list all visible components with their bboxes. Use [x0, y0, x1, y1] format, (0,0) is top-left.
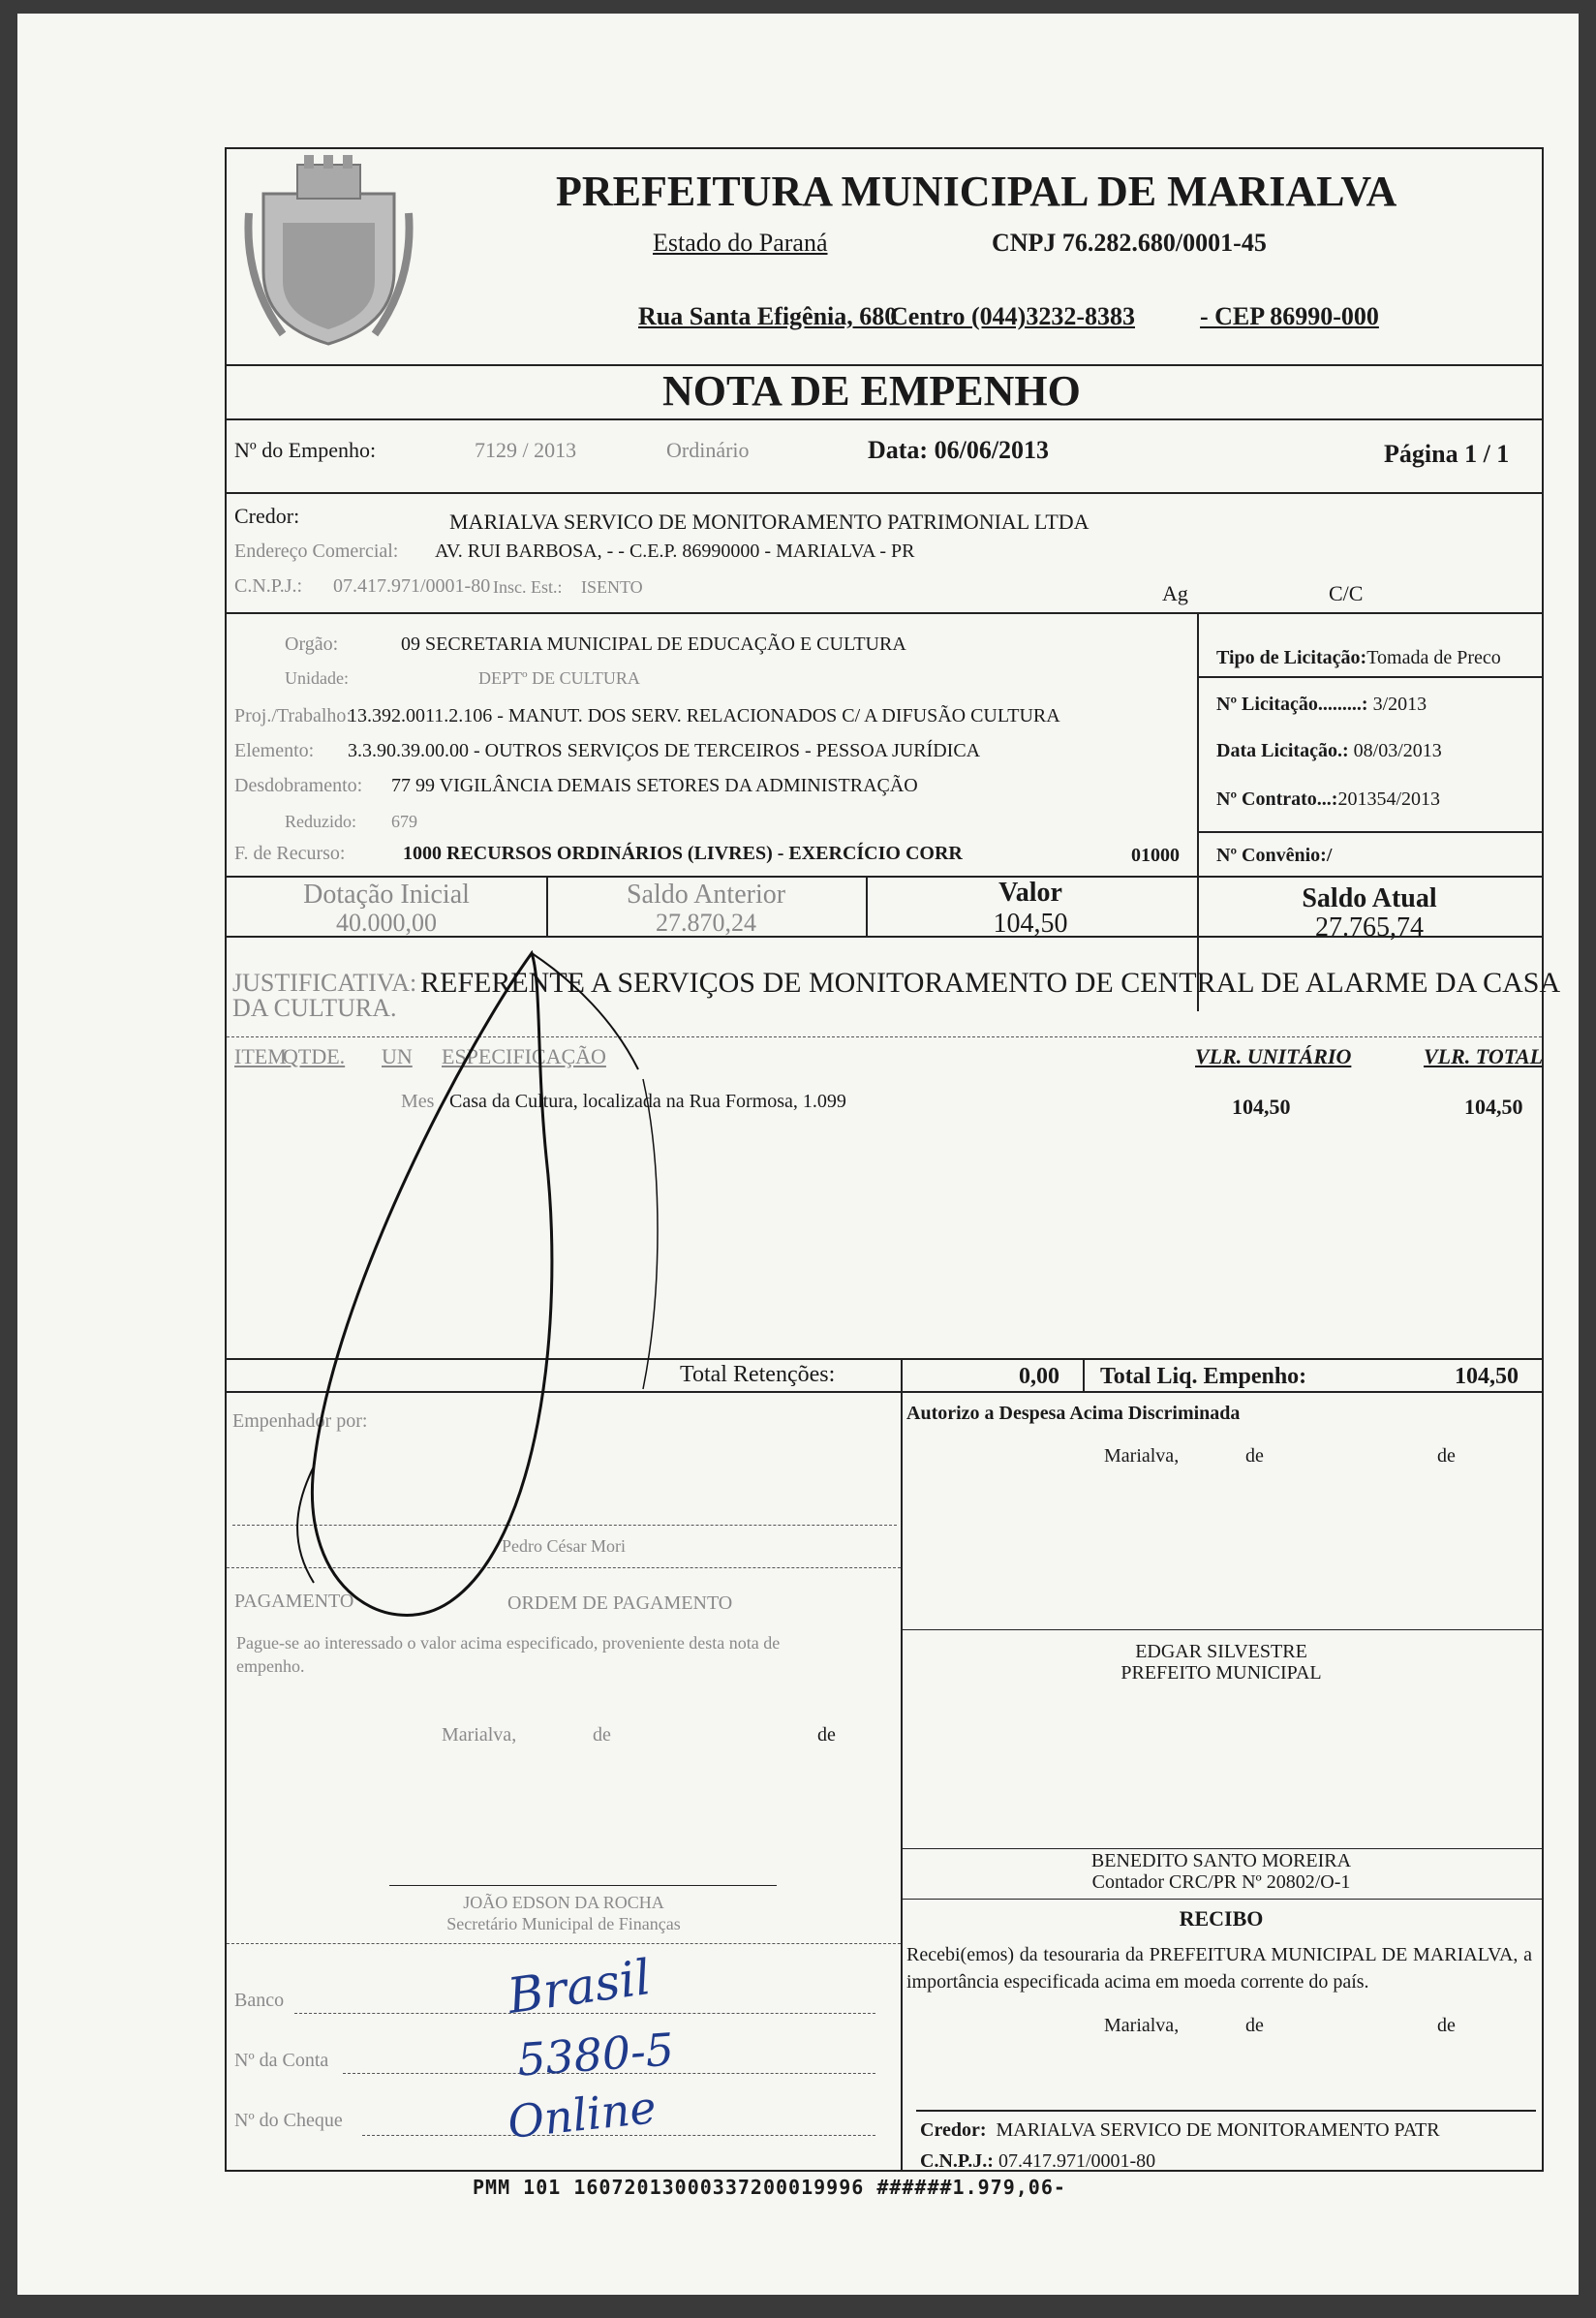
paper-sheet: [17, 14, 1579, 2295]
recibo-place: Marialva,: [1104, 2015, 1180, 2036]
ordem-pagamento-text: Pague-se ao interessado o valor acima especificado, proveniente desta nota de empenho.: [236, 1633, 781, 1676]
retencoes-value: 0,00: [1019, 1364, 1059, 1389]
liquido-label: Total Liq. Empenho:: [1100, 1364, 1307, 1389]
contador-name: BENEDITO SANTO MOREIRA: [1090, 1850, 1352, 1871]
handwritten-account: 5380-5: [515, 2023, 676, 2086]
cnpj-line: C.N.P.J.: 07.417.971/0001-80: [920, 2150, 1156, 2172]
desdobramento-label: Desdobramento:: [234, 775, 363, 796]
desdobramento-value: 77 99 VIGILÂNCIA DEMAIS SETORES DA ADMINISTRAÇÃO: [391, 775, 918, 796]
ordem-de2: de: [817, 1724, 836, 1746]
cheque-label: Nº do Cheque: [234, 2110, 343, 2131]
secretario-name: JOÃO EDSON DA ROCHA: [463, 1893, 664, 1912]
valor-label: Valor: [998, 878, 1062, 908]
licitacao-date: Data Licitação.: 08/03/2013: [1216, 740, 1442, 761]
creditor-insc-label: Insc. Est.:: [493, 577, 563, 597]
recibo-title: RECIBO: [1179, 1906, 1264, 1931]
signature-mark: [256, 924, 779, 1641]
item-total-value: 104,50: [1464, 1095, 1523, 1119]
autorizo-text: Autorizo a Despesa Acima Discriminada: [906, 1403, 1241, 1424]
secretario-role: Secretário Municipal de Finanças: [446, 1914, 681, 1933]
handwritten-cheque: Online: [505, 2081, 660, 2148]
state-name: Estado do Paraná: [653, 229, 828, 257]
prefecture-address: Rua Santa Efigênia, 680: [638, 302, 898, 330]
ordem-place: Marialva,: [442, 1724, 517, 1746]
reduzido-label: Reduzido:: [285, 812, 356, 831]
prefecture-cnpj: CNPJ 76.282.680/0001-45: [992, 229, 1267, 257]
items-col-spec: ESPECIFICAÇÃO: [442, 1044, 606, 1068]
creditor-address: AV. RUI BARBOSA, - - C.E.P. 86990000 - MARIALVA - PR: [435, 541, 915, 562]
document-title: NOTA DE EMPENHO: [662, 367, 1081, 415]
dotacao-value: 40.000,00: [336, 909, 437, 937]
elemento-label: Elemento:: [234, 740, 315, 761]
prefeito-role: PREFEITO MUNICIPAL: [1120, 1662, 1322, 1684]
creditor-name: MARIALVA SERVICO DE MONITORAMENTO PATRIMONIAL LTDA: [449, 510, 1090, 534]
footer-code: PMM 101 16072013000337200019996 ######1.979,06-: [473, 2176, 1066, 2199]
valor-value: 104,50: [993, 909, 1068, 939]
page-number: Página 1 / 1: [1384, 440, 1510, 468]
unidade-value: DEPTº DE CULTURA: [478, 668, 640, 688]
reduzido-value: 679: [391, 812, 417, 831]
liquido-value: 104,50: [1455, 1364, 1519, 1389]
prefecture-title: PREFEITURA MUNICIPAL DE MARIALVA: [556, 168, 1397, 215]
recibo-de2: de: [1437, 2015, 1456, 2036]
items-col-total: VLR. TOTAL: [1424, 1044, 1544, 1068]
orgao-value: 09 SECRETARIA MUNICIPAL DE EDUCAÇÃO E CULTURA: [401, 634, 906, 655]
saldo-atual-value: 27.765,74: [1315, 912, 1424, 943]
empenho-date: Data: 06/06/2013: [868, 436, 1050, 464]
item-description: Casa da Cultura, localizada na Rua Formosa, 1.099: [449, 1091, 846, 1112]
prefecture-cep: - CEP 86990-000: [1200, 302, 1379, 330]
empenho-number: 7129 / 2013: [475, 438, 577, 462]
autorizo-de1: de: [1245, 1445, 1264, 1467]
handwritten-bank: Brasil: [504, 1948, 655, 2025]
licitacao-type-label: Tipo de Licitação:Tomada de Preco: [1216, 647, 1501, 668]
empenhador-name: Pedro César Mori: [502, 1536, 626, 1556]
items-col-unit: UN: [382, 1044, 413, 1068]
items-col-item: ITEM: [234, 1044, 287, 1068]
credor-line: Credor: MARIALVA SERVICO DE MONITORAMENTO PATR: [920, 2119, 1440, 2141]
fonte-value: 1000 RECURSOS ORDINÁRIOS (LIVRES) - EXERCÍCIO CORR: [403, 843, 963, 864]
justificativa-line1: REFERENTE A SERVIÇOS DE MONITORAMENTO DE CENTRAL DE ALARME DA CASA: [420, 967, 1561, 999]
creditor-address-label: Endereço Comercial:: [234, 541, 399, 562]
orgao-label: Orgão:: [285, 634, 339, 655]
saldo-anterior-label: Saldo Anterior: [626, 880, 786, 910]
empenhador-label: Empenhador por:: [232, 1410, 368, 1432]
contract-number: Nº Contrato...:201354/2013: [1216, 788, 1441, 810]
fonte-label: F. de Recurso:: [234, 843, 346, 864]
prefeito-name: EDGAR SILVESTRE: [1135, 1641, 1307, 1662]
agency-label: Ag: [1162, 581, 1188, 605]
banco-label: Banco: [234, 1990, 285, 2011]
creditor-cnpj: 07.417.971/0001-80: [333, 575, 491, 597]
creditor-label: Credor:: [234, 504, 300, 528]
proj-value: 13.392.0011.2.106 - MANUT. DOS SERV. RELACIONADOS C/ A DIFUSÃO CULTURA: [348, 705, 1060, 726]
autorizo-de2: de: [1437, 1445, 1456, 1467]
proj-label: Proj./Trabalho:: [234, 705, 352, 726]
empenho-number-label: Nº do Empenho:: [234, 438, 377, 462]
empenho-type: Ordinário: [666, 438, 750, 462]
recibo-text: Recebi(emos) da tesouraria da PREFEITURA MUNICIPAL DE MARIALVA, a importância especificada acima em moeda corrente do país.: [906, 1944, 1532, 1993]
licitacao-number: Nº Licitação.........: 3/2013: [1216, 694, 1427, 715]
saldo-atual-label: Saldo Atual: [1302, 883, 1437, 913]
creditor-cnpj-label: C.N.P.J.:: [234, 575, 303, 597]
pagamento-label: PAGAMENTO: [234, 1591, 354, 1612]
creditor-insc: ISENTO: [581, 577, 643, 597]
empenho-form: [225, 147, 1561, 2172]
prefecture-phone: Centro (044)3232-8383: [890, 302, 1135, 330]
conta-label: Nº da Conta: [234, 2050, 329, 2071]
contador-role: Contador CRC/PR Nº 20802/O-1: [1091, 1871, 1351, 1893]
account-label: C/C: [1329, 581, 1364, 605]
recibo-de1: de: [1245, 2015, 1264, 2036]
justificativa-label: JUSTIFICATIVA:: [232, 969, 417, 997]
retencoes-label: Total Retenções:: [680, 1362, 836, 1387]
item-unit-value: 104,50: [1232, 1095, 1291, 1119]
coat-of-arms-icon: [244, 155, 414, 349]
dotacao-label: Dotação Inicial: [303, 880, 470, 910]
ordem-de1: de: [593, 1724, 611, 1746]
elemento-value: 3.3.90.39.00.00 - OUTROS SERVIÇOS DE TERCEIROS - PESSOA JURÍDICA: [348, 740, 981, 761]
justificativa-line2: DA CULTURA.: [232, 994, 397, 1022]
item-prefix: Mes: [401, 1091, 435, 1112]
items-col-unit-value: VLR. UNITÁRIO: [1195, 1044, 1352, 1068]
autorizo-place: Marialva,: [1104, 1445, 1180, 1467]
items-col-qty: QTDE.: [283, 1044, 346, 1068]
fonte-code: 01000: [1131, 845, 1180, 866]
unidade-label: Unidade:: [285, 668, 349, 688]
convenio-number: Nº Convênio:/: [1216, 845, 1333, 866]
saldo-anterior-value: 27.870,24: [656, 909, 756, 937]
ordem-pagamento-title: ORDEM DE PAGAMENTO: [507, 1592, 733, 1614]
